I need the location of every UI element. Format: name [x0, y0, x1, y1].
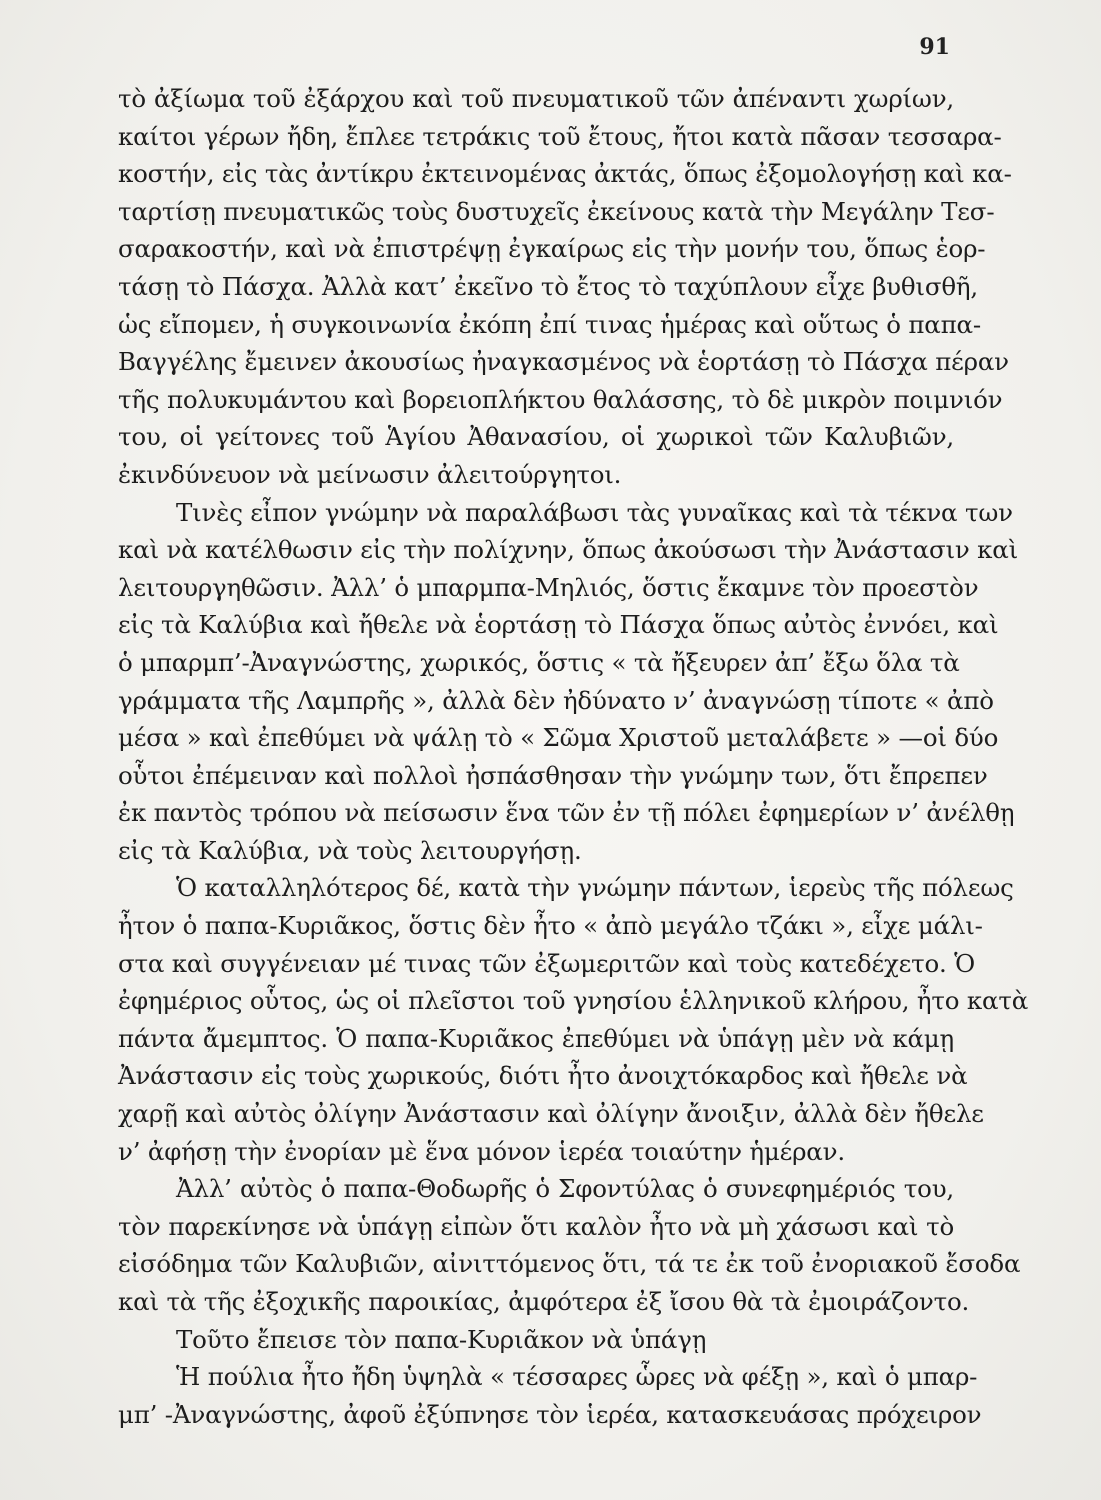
- text-line: ταρτίσῃ πνευματικῶς τοὺς δυστυχεῖς ἐκείνους κατὰ τὴν Μεγάλην Τεσ-: [118, 196, 995, 226]
- text-line: Ἡ πούλια ἦτο ἤδη ὑψηλὰ « τέσσαρες ὧρες νὰ φέξῃ », καὶ ὁ μπαρ-: [176, 1362, 978, 1392]
- body-text: [118, 80, 1029, 1433]
- text-line: Τινὲς εἶπον γνώμην νὰ παραλάβωσι τὰς γυναῖκας καὶ τὰ τέκνα των: [176, 497, 1013, 527]
- text-line: πάντα ἄμεμπτος. Ὁ παπα-Κυριᾶκος ἐπεθύμει νὰ ὑπάγῃ μὲν νὰ κάμῃ: [118, 1023, 954, 1053]
- text-line: καὶ νὰ κατέλθωσιν εἰς τὴν πολίχνην, ὅπως ἀκούσωσι τὴν Ἀνάστασιν καὶ: [118, 535, 1019, 565]
- text-line: σαρακοστήν, καὶ νὰ ἐπιστρέψῃ ἐγκαίρως εἰς τὴν μονήν του, ὅπως ἑορ-: [118, 234, 986, 264]
- text-line: του, οἱ γείτονες τοῦ Ἁγίου Ἀθανασίου, οἱ χωρικοὶ τῶν Καλυβιῶν,: [118, 422, 954, 452]
- text-line: ν’ ἀφήσῃ τὴν ἐνορίαν μὲ ἕνα μόνον ἱερέα τοιαύτην ἡμέραν.: [118, 1136, 845, 1166]
- text-line: Ἀνάστασιν εἰς τοὺς χωρικούς, διότι ἦτο ἀνοιχτόκαρδος καὶ ἤθελε νὰ: [118, 1061, 968, 1091]
- text-line: ὁ μπαρμπ’-Ἀναγνώστης, χωρικός, ὅστις « τὰ ἤξευρεν ἀπ’ ἔξω ὅλα τὰ: [118, 647, 960, 677]
- text-line: ἦτον ὁ παπα-Κυριᾶκος, ὅστις δὲν ἦτο « ἀπὸ μεγάλο τζάκι », εἶχε μάλι-: [118, 911, 983, 941]
- text-line: καίτοι γέρων ἤδη, ἔπλεε τετράκις τοῦ ἔτους, ἤτοι κατὰ πᾶσαν τεσσαρα-: [118, 121, 1002, 151]
- text-line: μέσα » καὶ ἐπεθύμει νὰ ψάλῃ τὸ « Σῶμα Χριστοῦ μεταλάβετε » —οἱ δύο: [118, 723, 999, 753]
- text-line: Ὁ καταλληλότερος δέ, κατὰ τὴν γνώμην πάντων, ἱερεὺς τῆς πόλεως: [176, 873, 1014, 903]
- text-line: τῆς πολυκυμάντου καὶ βορειοπλήκτου θαλάσσης, τὸ δὲ μικρὸν ποιμνιόν: [118, 384, 1003, 414]
- text-line: τὸν παρεκίνησε νὰ ὑπάγῃ εἰπὼν ὅτι καλὸν ἦτο νὰ μὴ χάσωσι καὶ τὸ: [118, 1211, 954, 1241]
- text-line: γράμματα τῆς Λαμπρῆς », ἀλλὰ δὲν ἠδύνατο ν’ ἀναγνώσῃ τίποτε « ἀπὸ: [118, 685, 994, 715]
- text-line: Βαγγέλης ἔμεινεν ἀκουσίως ἠναγκασμένος νὰ ἑορτάσῃ τὸ Πάσχα πέραν: [118, 347, 1009, 377]
- text-line: ὡς εἴπομεν, ἡ συγκοινωνία ἐκόπη ἐπί τινας ἡμέρας καὶ οὕτως ὁ παπα-: [118, 309, 981, 339]
- text-line: Ἀλλ’ αὐτὸς ὁ παπα-Θοδωρῆς ὁ Σφοντύλας ὁ συνεφημέριός του,: [176, 1174, 954, 1204]
- text-line: οὗτοι ἐπέμειναν καὶ πολλοὶ ἠσπάσθησαν τὴν γνώμην των, ὅτι ἔπρεπεν: [118, 760, 988, 790]
- text-line: εἰς τὰ Καλύβια, νὰ τοὺς λειτουργήσῃ.: [118, 835, 582, 865]
- text-line: τὸ ἀξίωμα τοῦ ἐξάρχου καὶ τοῦ πνευματικοῦ τῶν ἀπέναντι χωρίων,: [118, 84, 954, 113]
- text-line: ἐκινδύνευον νὰ μείνωσιν ἀλειτούργητοι.: [118, 459, 622, 489]
- text-line: χαρῇ καὶ αὐτὸς ὀλίγην Ἀνάστασιν καὶ ὀλίγην ἄνοιξιν, ἀλλὰ δὲν ἤθελε: [118, 1099, 984, 1129]
- text-line: τάσῃ τὸ Πάσχα. Ἀλλὰ κατ’ ἐκεῖνο τὸ ἔτος τὸ ταχύπλουν εἶχε βυθισθῆ,: [118, 271, 978, 301]
- text-line: λειτουργηθῶσιν. Ἀλλ’ ὁ μπαρμπα-Μηλιός, ὅστις ἔκαμνε τὸν προεστὸν: [118, 572, 979, 602]
- text-line: ἐφημέριος οὗτος, ὡς οἱ πλεῖστοι τοῦ γνησίου ἑλληνικοῦ κλήρου, ἦτο κατὰ: [118, 986, 1029, 1016]
- text-line: ἐκ παντὸς τρόπου νὰ πείσωσιν ἕνα τῶν ἐν τῇ πόλει ἐφημερίων ν’ ἀνέλθῃ: [118, 798, 1015, 828]
- text-line: εἰσόδημα τῶν Καλυβιῶν, αἰνιττόμενος ὅτι, τά τε ἐκ τοῦ ἐνοριακοῦ ἔσοδα: [118, 1249, 1021, 1279]
- text-line: εἰς τὰ Καλύβια καὶ ἤθελε νὰ ἑορτάσῃ τὸ Πάσχα ὅπως αὐτὸς ἐννόει, καὶ: [118, 610, 999, 640]
- page-number: 91: [919, 34, 950, 60]
- text-line: κοστήν, εἰς τὰς ἀντίκρυ ἐκτεινομένας ἀκτάς, ὅπως ἐξομολογήσῃ καὶ κα-: [118, 159, 1012, 189]
- text-line: καὶ τὰ τῆς ἐξοχικῆς παροικίας, ἀμφότερα ἐξ ἴσου θὰ τὰ ἐμοιράζοντο.: [118, 1287, 970, 1316]
- text-line: στα καὶ συγγένειαν μέ τινας τῶν ἐξωμεριτῶν καὶ τοὺς κατεδέχετο. Ὁ: [118, 948, 976, 978]
- text-line: μπ’ -Ἀναγνώστης, ἀφοῦ ἐξύπνησε τὸν ἱερέα, κατασκευάσας πρόχειρον: [118, 1399, 982, 1429]
- text-line: Τοῦτο ἔπεισε τὸν παπα-Κυριᾶκον νὰ ὑπάγῃ: [176, 1324, 707, 1354]
